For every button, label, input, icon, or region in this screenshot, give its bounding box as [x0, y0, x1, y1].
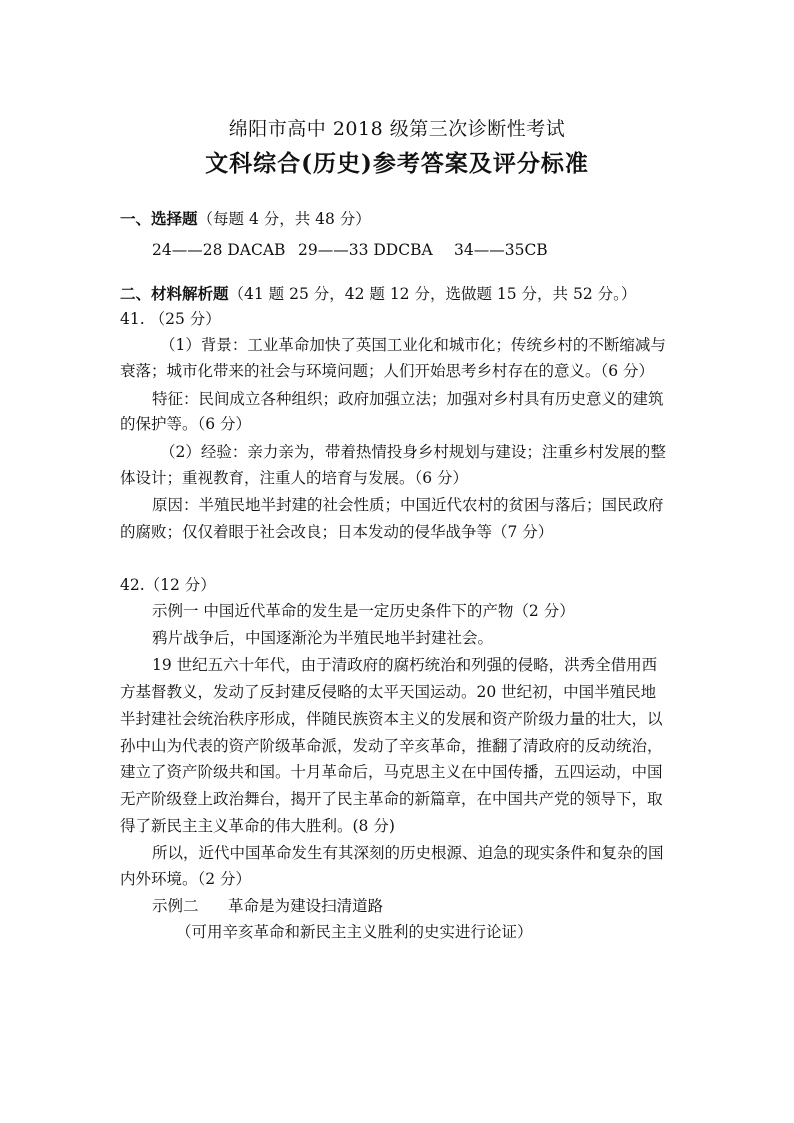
q42-line: 得了新民主主义革命的伟大胜利。(8 分) [120, 817, 395, 835]
q42-line: 孙中山为代表的资产阶级革命派，发动了辛亥革命，推翻了清政府的反动统治， [120, 737, 663, 755]
section1-heading-line [120, 209, 680, 229]
q42-line: 示例二 革命是为建设扫清道路 [152, 897, 384, 915]
q41-line: 的腐败；仅仅着眼于社会改良；日本发动的侵华战争等（7 分） [120, 523, 554, 541]
section2-heading: 二、材料解析题 [120, 284, 229, 303]
q41-line: 衰落；城市化带来的社会与环境问题；人们开始思考乡村存在的意义。（6 分） [120, 362, 655, 380]
q42-line: 内外环境。（2 分） [120, 870, 252, 888]
q42-line: 示例一 中国近代革命的发生是一定历史条件下的产物（2 分） [152, 602, 575, 620]
q42-line: 19 世纪五六十年代，由于清政府的腐朽统治和列强的侵略，洪秀全借用西 [152, 656, 658, 674]
q41-line: 的保护等。（6 分） [120, 415, 252, 433]
q42-line: 所以，近代中国革命发生有其深刻的历史根源、迫急的现实条件和复杂的国 [152, 844, 664, 862]
q41-line: 特征：民间成立各种组织；政府加强立法；加强对乡村具有历史意义的建筑 [152, 390, 664, 408]
exam-title: 绵阳市高中 2018 级第三次诊断性考试 [228, 118, 566, 140]
section2-heading-line [120, 284, 680, 304]
q42-line: 无产阶级登上政治舞台，揭开了民主革命的新篇章，在中国共产党的领导下，取 [120, 790, 663, 808]
q41-line: 体设计；重视教育，注重人的培育与发展。（6 分） [120, 469, 469, 487]
q42-line: （可用辛亥革命和新民主主义胜利的史实进行论证） [176, 923, 533, 941]
mc-answer-group: 34——35CB [454, 241, 548, 259]
q42-line: 半封建社会统治秩序形成，伴随民族资本主义的发展和资产阶级力量的壮大，以 [120, 710, 663, 728]
q42-label: 42.（12 分） [120, 576, 216, 594]
q42-line: 鸦片战争后，中国逐渐沦为半殖民地半封建社会。 [152, 629, 494, 647]
q42-line: 方基督教义，发动了反封建反侵略的太平天国运动。20 世纪初，中国半殖民地 [120, 683, 657, 701]
q42-line: 建立了资产阶级共和国。十月革命后，马克思主义在中国传播，五四运动，中国 [120, 763, 663, 781]
mc-answer-group: 24——28 DACAB [152, 241, 286, 259]
answer-key-title: 文科综合(历史)参考答案及评分标准 [205, 150, 589, 177]
section2-note: （41 题 25 分，42 题 12 分，选做题 15 分，共 52 分。） [228, 285, 637, 303]
mc-answer-group: 29——33 DDCBA [298, 241, 433, 259]
q41-line: （2）经验：亲力亲为，带着热情投身乡村规划与建设；注重乡村发展的整 [160, 443, 666, 461]
section1-heading: 一、选择题 [120, 209, 198, 228]
q41-line: （1）背景：工业革命加快了英国工业化和城市化；传统乡村的不断缩减与 [160, 336, 666, 354]
section1-note: （每题 4 分，共 48 分） [197, 210, 371, 228]
q41-label: 41. （25 分） [120, 310, 221, 328]
q41-line: 原因：半殖民地半封建的社会性质；中国近代农村的贫困与落后；国民政府 [152, 496, 664, 514]
mc-answers [152, 240, 712, 260]
